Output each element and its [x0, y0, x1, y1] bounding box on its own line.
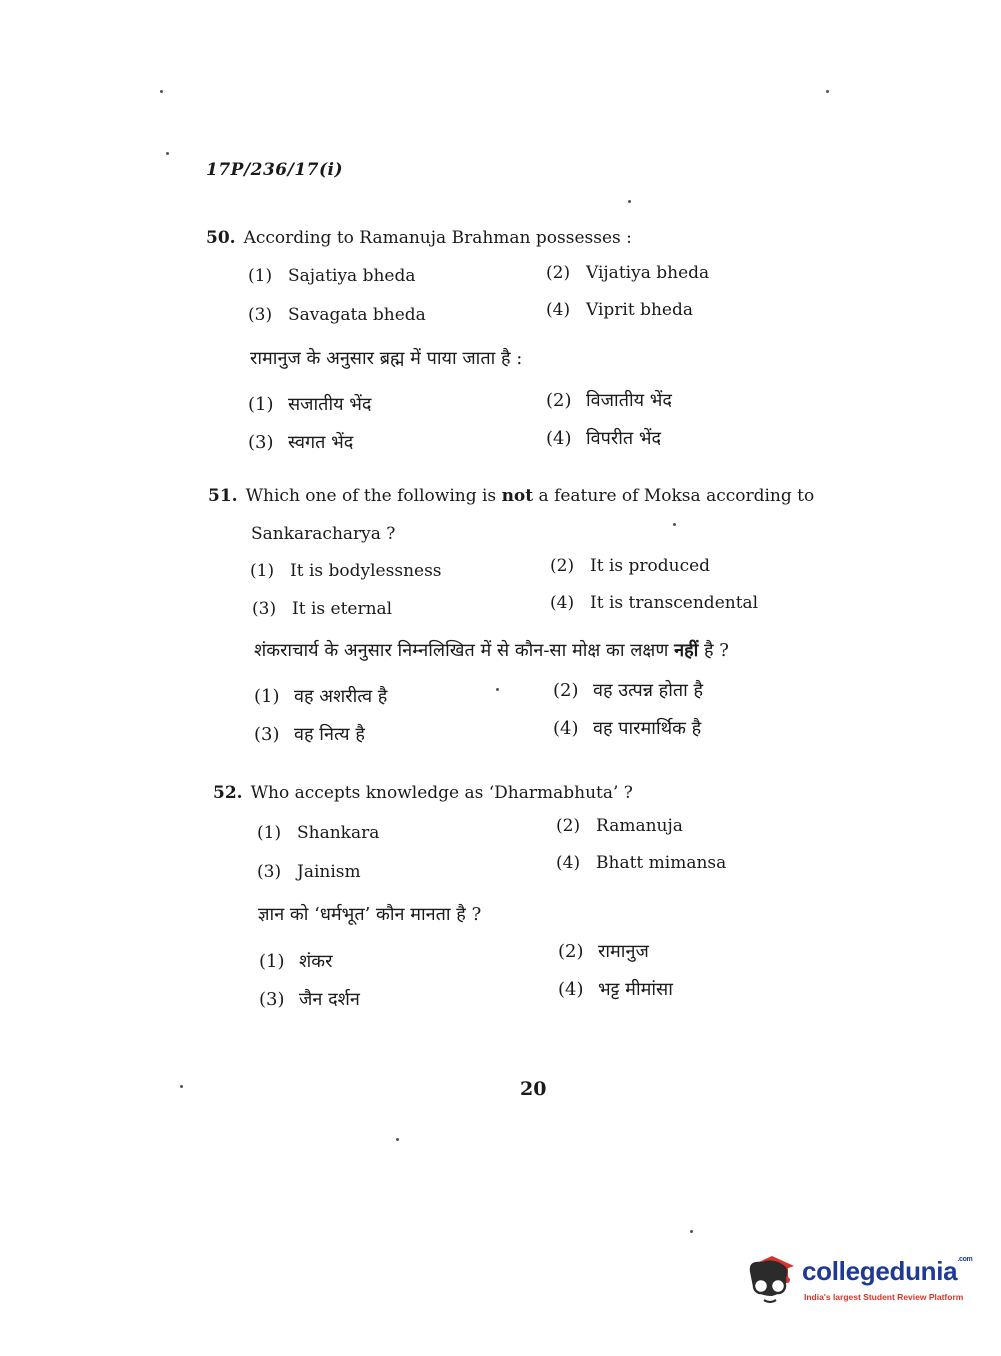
- option-hi-3: (3) स्वगत भेंद: [248, 432, 354, 453]
- question-text-en: 52. Who accepts knowledge as ‘Dharmabhuta’ ?: [213, 783, 633, 803]
- option-hi-4: (4) विपरीत भेंद: [546, 428, 662, 449]
- option-en-2: (2) It is produced: [550, 556, 711, 576]
- scan-speck: [628, 200, 631, 203]
- mascot-icon: [742, 1252, 800, 1312]
- option-en-3: (3) Jainism: [257, 862, 361, 882]
- scan-speck: [496, 688, 499, 691]
- scan-speck: [160, 90, 163, 93]
- option-hi-2: (2) विजातीय भेंद: [546, 390, 672, 411]
- option-hi-4: (4) भट्ट मीमांसा: [558, 979, 673, 1000]
- option-hi-2: (2) रामानुज: [558, 941, 649, 962]
- option-hi-2: (2) वह उत्पन्न होता है: [553, 680, 704, 701]
- option-en-4: (4) Bhatt mimansa: [556, 853, 727, 873]
- logo-tagline: India's largest Student Review Platform: [804, 1292, 964, 1302]
- option-hi-3: (3) जैन दर्शन: [259, 989, 360, 1010]
- question-text-en-line2: Sankaracharya ?: [251, 524, 396, 544]
- question-number: 51.: [208, 486, 238, 506]
- question-number: 50.: [206, 228, 236, 248]
- scan-speck: [690, 1230, 693, 1233]
- paper-code: 17P/236/17(i): [206, 160, 344, 180]
- question-text-en: 50. According to Ramanuja Brahman possesses :: [206, 228, 632, 248]
- question-text-hi: रामानुज के अनुसार ब्रह्म में पाया जाता है :: [250, 348, 523, 369]
- option-en-3: (3) It is eternal: [252, 599, 393, 619]
- question-text-en: 51. Which one of the following is not a feature of Moksa according to: [208, 486, 815, 506]
- option-hi-1: (1) वह अशरीत्व है: [254, 686, 388, 707]
- option-en-4: (4) Viprit bheda: [546, 300, 694, 320]
- page-number: 20: [520, 1078, 547, 1100]
- scan-speck: [180, 1085, 183, 1088]
- logo-wordmark: collegedunia$^{.com}$: [802, 1256, 973, 1286]
- scan-speck: [826, 90, 829, 93]
- option-en-4: (4) It is transcendental: [550, 593, 759, 613]
- option-en-3: (3) Savagata bheda: [248, 305, 426, 325]
- scan-speck: [673, 523, 676, 526]
- option-hi-1: (1) सजातीय भेंद: [248, 394, 372, 415]
- scan-speck: [166, 152, 169, 155]
- scan-speck: [396, 1138, 399, 1141]
- question-text-hi: ज्ञान को ‘धर्मभूत’ कौन मानता है ?: [258, 904, 482, 925]
- question-text-hi: शंकराचार्य के अनुसार निम्नलिखित में से कौन-सा मोक्ष का लक्षण नहीं है ?: [254, 640, 729, 661]
- option-en-1: (1) Sajatiya bheda: [248, 266, 416, 286]
- option-hi-1: (1) शंकर: [259, 951, 333, 972]
- collegedunia-logo: [742, 1252, 972, 1312]
- option-en-1: (1) It is bodylessness: [250, 561, 442, 581]
- question-number: 52.: [213, 783, 243, 803]
- option-en-2: (2) Vijatiya bheda: [546, 263, 710, 283]
- option-en-1: (1) Shankara: [257, 823, 380, 843]
- option-hi-3: (3) वह नित्य है: [254, 724, 365, 745]
- option-en-2: (2) Ramanuja: [556, 816, 683, 836]
- option-hi-4: (4) वह पारमार्थिक है: [553, 718, 702, 739]
